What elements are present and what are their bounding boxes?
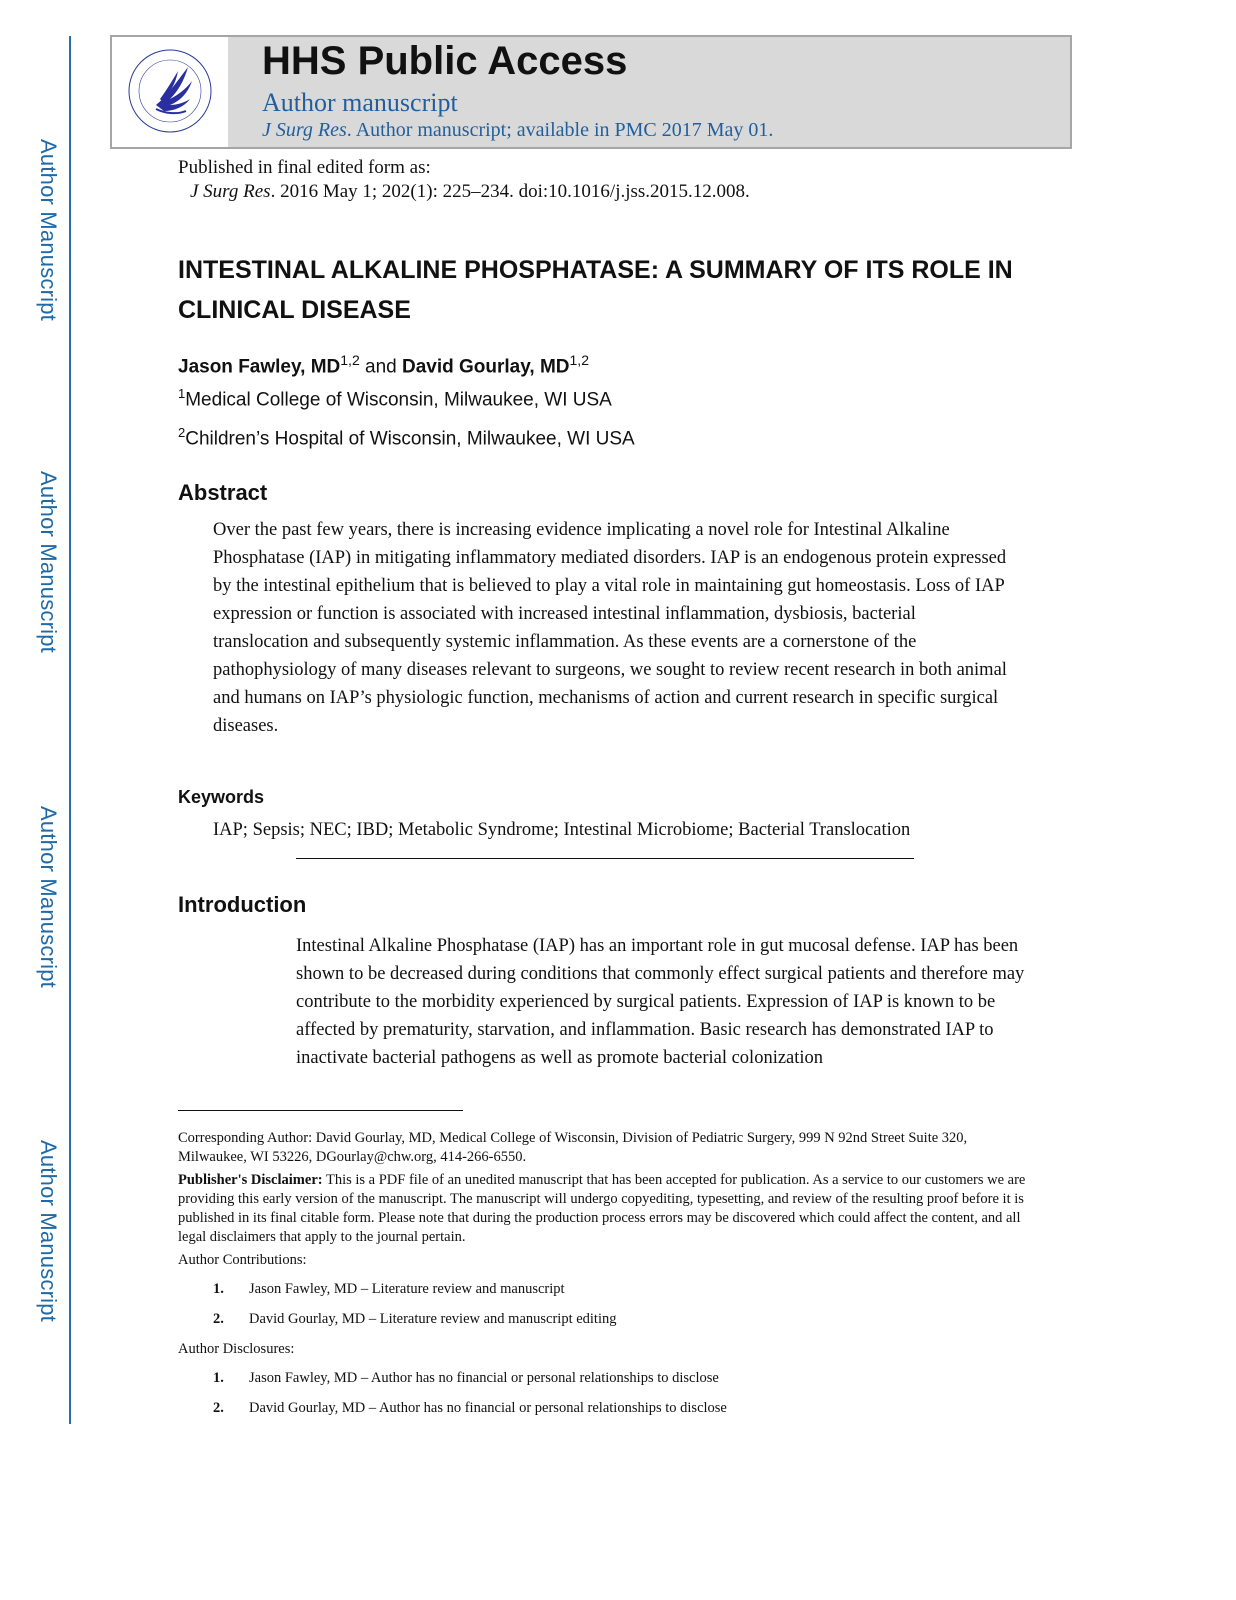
list-item: 2. David Gourlay, MD – Literature review and manuscript editing [213, 1311, 617, 1327]
hhs-eagle-seal-icon [126, 47, 214, 135]
hhs-header [110, 35, 1072, 149]
article-title: INTESTINAL ALKALINE PHOSPHATASE: A SUMMARY OF ITS ROLE IN CLINICAL DISEASE [178, 256, 1013, 324]
disclosures-label: Author Disclosures: [178, 1341, 295, 1357]
corresponding-author: Corresponding Author: David Gourlay, MD, Medical College of Wisconsin, Division of Pediatric Surgery, 999 N 92nd Street Suite 320, Milwaukee, WI 53226, DGourlay@chw.org, 414-266-6550. [178, 1130, 968, 1165]
publication-citation: J Surg Res. 2016 May 1; 202(1): 225–234. doi:10.1016/j.jss.2015.12.008. [190, 181, 750, 202]
contributions-label: Author Contributions: [178, 1252, 307, 1268]
sidebar-rule [69, 36, 71, 1424]
list-item: 2. David Gourlay, MD – Author has no financial or personal relationships to disclose [213, 1400, 727, 1416]
abstract-text: Over the past few years, there is increasing evidence implicating a novel role for Intestinal Alkaline Phosphatase (IAP) in mitigating inflammatory mediated disorders. IAP is an endogenous protein expressed by the intestinal epithelium that is believed to play a vital role in maintaining gut homeostasis. Loss of IAP expression or function is associated with increased intestinal inflammation, dysbiosis, bacterial translocation and subsequently systemic inflammation. As these events are a cornerstone of the pathophysiology of many diseases relevant to surgeons, we sought to review recent research in both animal and humans on IAP’s physiologic function, mechanisms of action and current research in specific surgical diseases. [213, 520, 1007, 736]
hhs-logo [112, 37, 228, 147]
author-name: Jason Fawley, MD [178, 356, 341, 378]
introduction-text: Intestinal Alkaline Phosphatase (IAP) has an important role in gut mucosal defense. IAP has been shown to be decreased during conditions that commonly effect surgical patients and therefore may contribute to the morbidity experienced by surgical patients. Expression of IAP is known to be affected by prematurity, starvation, and inflammation. Basic research has demonstrated IAP to inactivate bacterial pathogens as well as promote bacterial colonization [296, 936, 1025, 1068]
publication-info [178, 156, 750, 204]
footnote-divider [178, 1110, 463, 1111]
introduction-heading: Introduction [178, 892, 307, 917]
header-title: HHS Public Access [262, 39, 628, 83]
author-line: Jason Fawley, MD$^{1,2}$ and David Gourlay, MD$^{1,2}$ [178, 352, 589, 378]
header-availability: J Surg Res. Author manuscript; available in PMC 2017 May 01. [262, 119, 774, 141]
section-divider [296, 858, 914, 859]
list-item: 1. Jason Fawley, MD – Literature review and manuscript [213, 1281, 565, 1297]
footnotes [178, 1129, 1028, 1429]
publisher-disclaimer: Publisher's Disclaimer: This is a PDF file of an unedited manuscript that has been accepted for publication. As a service to our customers we are providing this early version of the manuscript. The manuscript will undergo copyediting, typesetting, and review of the resulting proof before it is published in its final citable form. Please note that during the production process errors may be discovered which could affect the content, and all legal disclaimers that apply to the journal pertain. [178, 1172, 1026, 1245]
affiliation: $^1$Medical College of Wisconsin, Milwaukee, WI USA [178, 386, 612, 411]
header-journal: J Surg Res [262, 119, 347, 141]
author-name: David Gourlay, MD [402, 356, 570, 378]
list-item: 1. Jason Fawley, MD – Author has no financial or personal relationships to disclose [213, 1370, 719, 1386]
abstract-heading: Abstract [178, 480, 268, 505]
header-subtitle: Author manuscript [262, 88, 458, 117]
disclosures-list [178, 1369, 1028, 1418]
keywords-heading: Keywords [178, 787, 265, 807]
keywords-text: IAP; Sepsis; NEC; IBD; Metabolic Syndrome; Intestinal Microbiome; Bacterial Translocation [213, 820, 911, 840]
header-banner [228, 37, 1070, 147]
publication-label: Published in final edited form as: [178, 157, 431, 178]
contributions-list [178, 1280, 1028, 1329]
affiliation: $^2$Children’s Hospital of Wisconsin, Milwaukee, WI USA [178, 425, 635, 450]
